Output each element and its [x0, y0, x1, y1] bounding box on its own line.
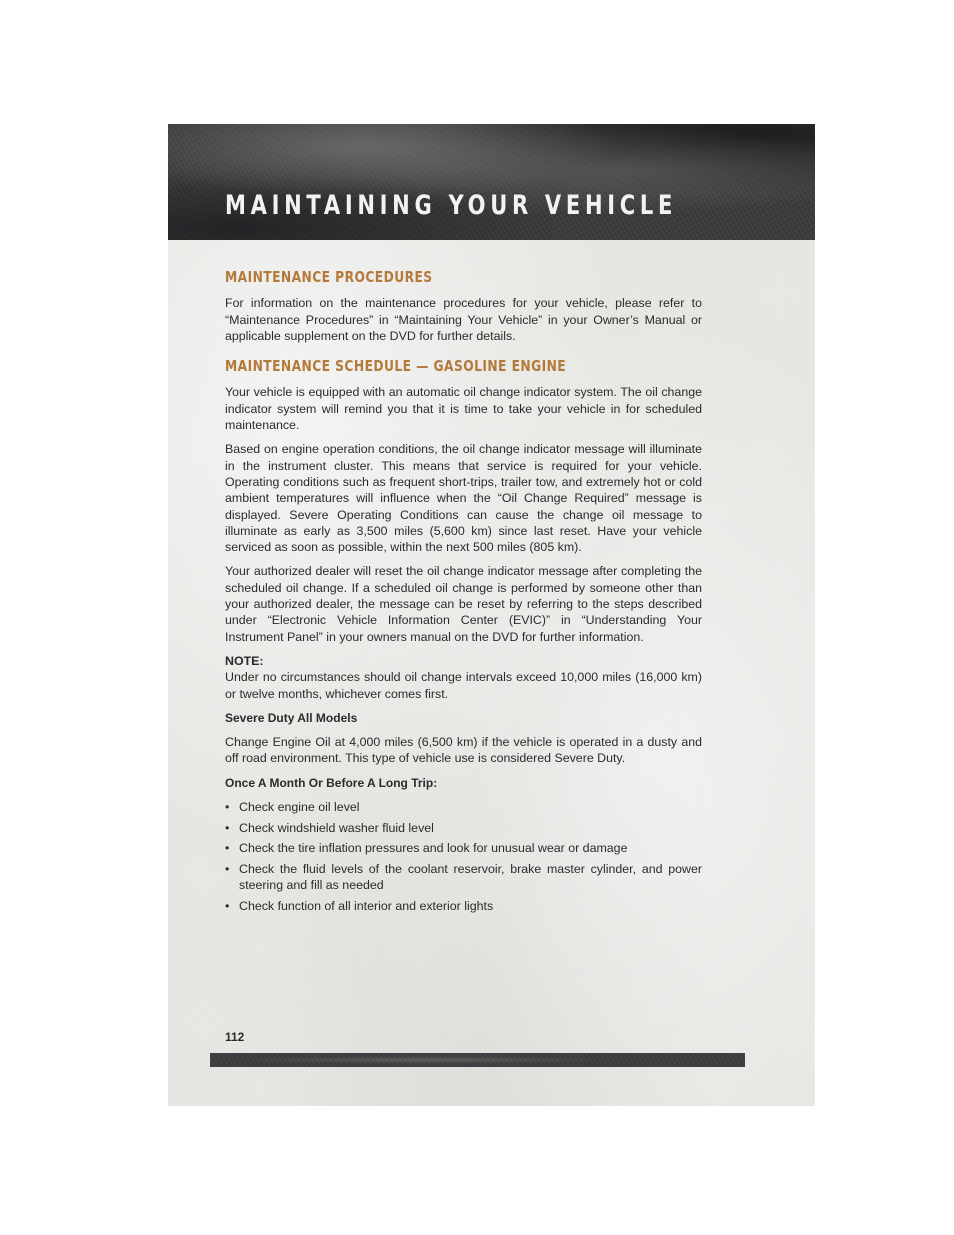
- bullet: •: [225, 898, 230, 913]
- note-label: NOTE:: [225, 653, 264, 668]
- section-maintenance-schedule: [225, 358, 702, 914]
- manual-page: [168, 124, 815, 1106]
- severe-duty-heading: Severe Duty All Models: [225, 710, 358, 725]
- list-item: • Check engine oil level: [225, 800, 360, 815]
- paragraph: Your authorized dealer will reset the oil change indicator message after completing the scheduled oil change. If a scheduled oil change is performed by someone other than your authorized dealer, the message can be reset by referring to the steps described under “Electronic Vehicle Information Center (EVIC)” in “Understanding Your Instrument Panel” in your owners manual on the DVD for further information.: [225, 564, 702, 644]
- note-text: Under no circumstances should oil change intervals exceed 10,000 miles (16,000 km) or twelve months, whichever comes first.: [225, 670, 702, 701]
- list-item: • Check windshield washer fluid level: [225, 820, 434, 835]
- page-title: MAINTAINING YOUR VEHICLE: [225, 190, 678, 221]
- page-number: 112: [225, 1030, 245, 1044]
- section-maintenance-procedures: [225, 269, 702, 344]
- page-content: [225, 269, 702, 918]
- bullet: •: [225, 820, 230, 835]
- list-item: • Check function of all interior and exterior lights: [225, 898, 494, 913]
- section-heading: MAINTENANCE PROCEDURES: [225, 268, 433, 286]
- bullet: •: [225, 841, 230, 856]
- page-header-banner: [168, 124, 815, 240]
- checklist: [225, 799, 702, 914]
- paragraph: Based on engine operation conditions, the oil change indicator message will illuminate in the instrument cluster. This means that service is required for your vehicle. Operating conditions such as frequent short-trips, trailer tow, and extremely hot or cold ambient temperatures will influence when the “Oil Change Required” message is displayed. Severe Operating Conditions can cause the change oil message to illuminate as early as 3,500 miles (5,600 km) since last reset. Have your vehicle serviced as soon as possible, within the next 500 miles (805 km).: [225, 442, 702, 555]
- list-item: • Check the tire inflation pressures and look for unusual wear or damage: [225, 841, 628, 856]
- bullet: •: [225, 800, 230, 815]
- paragraph: Your vehicle is equipped with an automatic oil change indicator system. The oil change indicator system will remind you that it is time to take your vehicle in for scheduled maintenance.: [225, 385, 702, 433]
- list-item: • Check the fluid levels of the coolant reservoir, brake master cylinder, and power steering and fill as needed: [225, 861, 702, 893]
- bullet: •: [225, 861, 230, 876]
- section-heading: MAINTENANCE SCHEDULE — GASOLINE ENGINE: [225, 357, 567, 376]
- monthly-check-heading: Once A Month Or Before A Long Trip:: [225, 775, 438, 790]
- severe-duty-text: Change Engine Oil at 4,000 miles (6,500 km) if the vehicle is operated in a dusty and off road environment. This type of vehicle use is considered Severe Duty.: [225, 735, 702, 766]
- footer-bar: [210, 1053, 745, 1067]
- paragraph: For information on the maintenance procedures for your vehicle, please refer to “Maintenance Procedures” in “Maintaining Your Vehicle” in your Owner’s Manual or applicable supplement on the DVD for further details.: [225, 296, 702, 343]
